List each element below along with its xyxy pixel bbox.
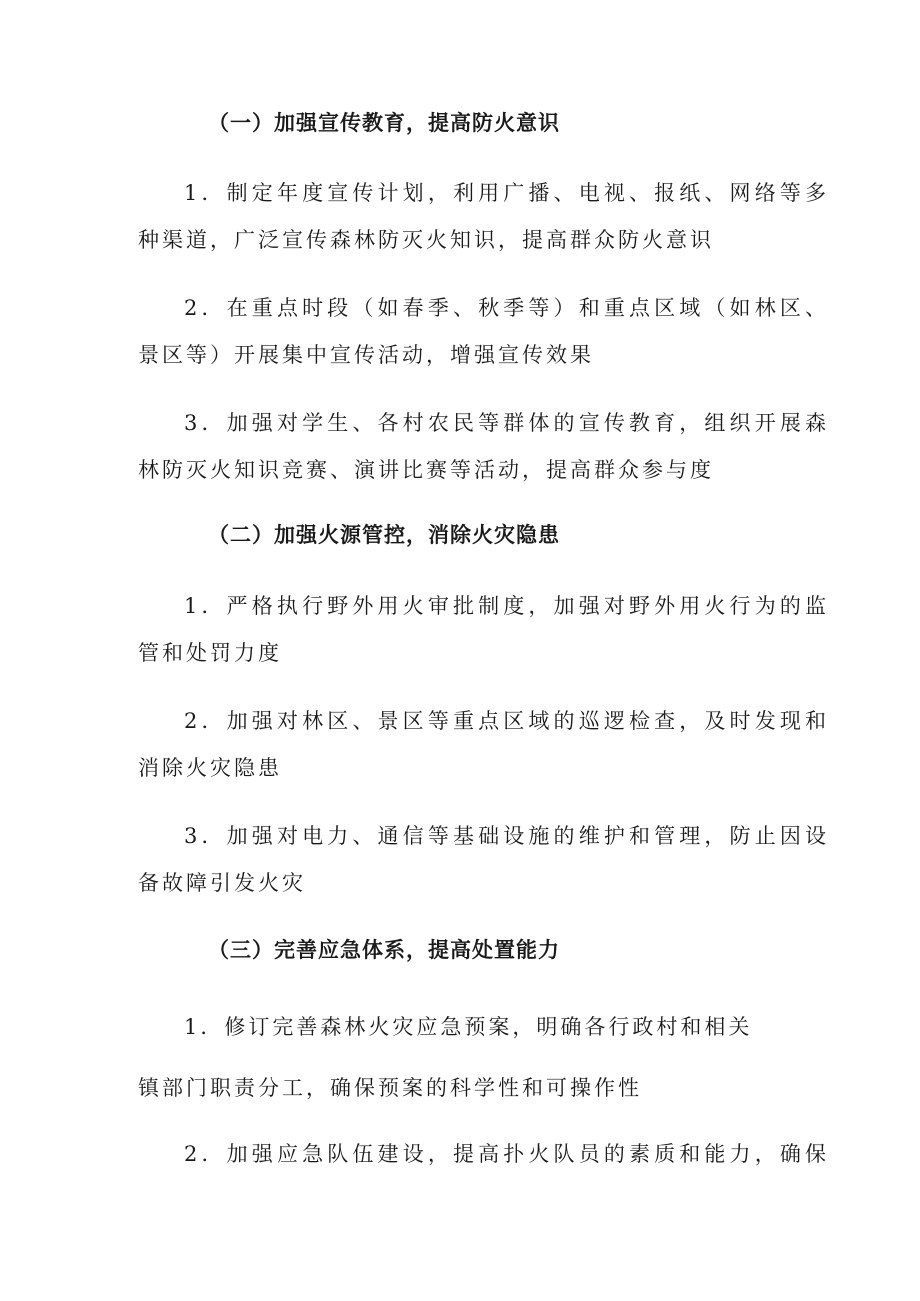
paragraph-line: 备故障引发火灾 bbox=[138, 871, 306, 895]
section-heading-1: （一）加强宣传教育，提高防火意识 bbox=[208, 111, 560, 135]
section-heading-2: （二）加强火源管控，消除火灾隐患 bbox=[208, 523, 560, 547]
paragraph-line: 种渠道，广泛宣传森林防灭火知识，提高群众防火意识 bbox=[138, 228, 714, 252]
paragraph-line: 2．在重点时段（如春季、秋季等）和重点区域（如林区、 bbox=[184, 296, 829, 320]
paragraph-line: 3．加强对电力、通信等基础设施的维护和管理，防止因设 bbox=[184, 824, 829, 848]
paragraph-line: 3．加强对学生、各村农民等群体的宣传教育，组织开展森 bbox=[184, 411, 829, 435]
paragraph-line: 消除火灾隐患 bbox=[138, 756, 282, 780]
paragraph-line: 2．加强应急队伍建设，提高扑火队员的素质和能力，确保 bbox=[184, 1142, 829, 1166]
section-heading-3: （三）完善应急体系，提高处置能力 bbox=[208, 938, 560, 962]
paragraph-line: 2．加强对林区、景区等重点区域的巡逻检查，及时发现和 bbox=[184, 709, 829, 733]
paragraph-line: 管和处罚力度 bbox=[138, 641, 282, 665]
paragraph-line: 景区等）开展集中宣传活动，增强宣传效果 bbox=[138, 343, 594, 367]
paragraph-line: 镇部门职责分工，确保预案的科学性和可操作性 bbox=[138, 1076, 642, 1100]
paragraph-line: 1．严格执行野外用火审批制度，加强对野外用火行为的监 bbox=[184, 594, 829, 618]
paragraph-line: 1．修订完善森林火灾应急预案，明确各行政村和相关 bbox=[184, 1015, 753, 1039]
paragraph-line: 1．制定年度宣传计划，利用广播、电视、报纸、网络等多 bbox=[184, 181, 829, 205]
paragraph-line: 林防灭火知识竞赛、演讲比赛等活动，提高群众参与度 bbox=[138, 458, 714, 482]
